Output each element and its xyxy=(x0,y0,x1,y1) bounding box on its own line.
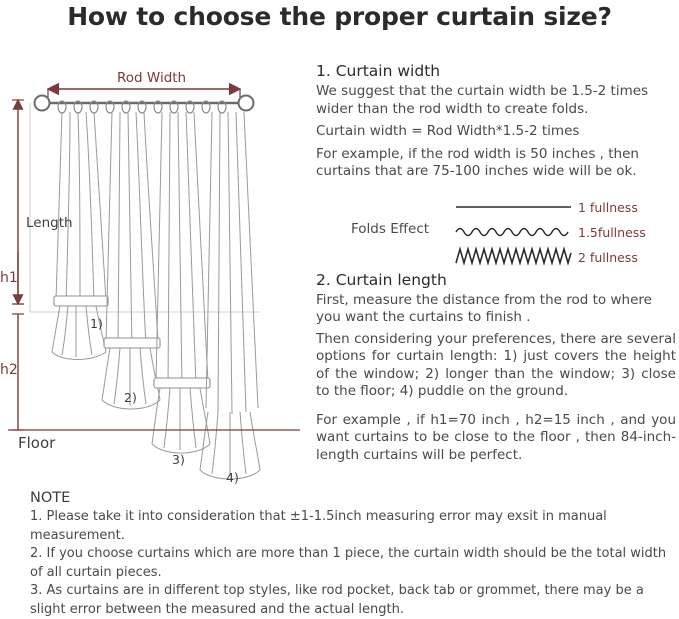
floor-label: Floor xyxy=(18,434,56,452)
rod-width-label: Rod Width xyxy=(117,70,187,86)
folds-effect-diagram xyxy=(316,193,676,267)
section-1-paragraph-1: We suggest that the curtain width be 1.5-2 times wider than the rod width to create folds. xyxy=(316,83,649,117)
panel-marker-2: 2) xyxy=(124,390,137,405)
curtain-diagram xyxy=(0,52,310,492)
panel-marker-3: 3) xyxy=(172,452,185,467)
fold-option-2: 1.5fullness xyxy=(578,224,646,240)
note-line-3: 3. As curtains are in different top styles, like rod pocket, back tab or grommet, there may be a slight error between the measured and the actual length. xyxy=(30,583,644,617)
section-curtain-length xyxy=(316,271,676,465)
section-2-paragraph-3: For example , if h1=70 inch , h2=15 inch , and you want curtains to be close to the floor , then 84-inch-length curtains will be perfect. xyxy=(316,411,676,463)
section-1-formula: Curtain width = Rod Width*1.5-2 times xyxy=(316,123,580,139)
instructions-column xyxy=(316,62,676,466)
fold-option-1: 1 fullness xyxy=(578,199,638,215)
section-curtain-width xyxy=(316,62,676,181)
section-2-heading: 2. Curtain length xyxy=(316,270,447,289)
section-1-heading: 1. Curtain width xyxy=(316,62,441,80)
spacer xyxy=(316,403,676,412)
curtain-diagram-svg xyxy=(0,52,310,492)
page-title: How to choose the proper curtain size? xyxy=(67,2,612,31)
section-1-paragraph-2: For example, if the rod width is 50 inches , then curtains that are 75-100 inches wide will be ok. xyxy=(316,145,639,179)
length-label: Length xyxy=(26,215,73,231)
section-2-paragraph-1: First, measure the distance from the rod to where you want the curtains to finish . xyxy=(316,291,652,325)
h2-label: h2 xyxy=(0,362,18,378)
folds-effect-label: Folds Effect xyxy=(351,220,430,237)
fold-option-3: 2 fullness xyxy=(578,249,638,265)
note-line-2: 2. If you choose curtains which are more than 1 piece, the curtain width should be the total width of all curtain pieces. xyxy=(30,546,667,580)
panel-marker-1: 1) xyxy=(90,316,103,331)
note-title: NOTE xyxy=(30,490,71,506)
panel-marker-4: 4) xyxy=(226,470,239,485)
h1-label: h1 xyxy=(0,270,18,286)
note-line-1: 1. Please take it into consideration that ±1-1.5inch measuring error may exsit in manual measurement. xyxy=(30,509,607,543)
section-2-paragraph-2: Then considering your preferences, there are several options for curtain length: 1) just covers the height of the window; 2) longer than the window; 3) close to the floor; 4) puddle on the ground. xyxy=(316,330,676,399)
note-block xyxy=(30,490,670,619)
